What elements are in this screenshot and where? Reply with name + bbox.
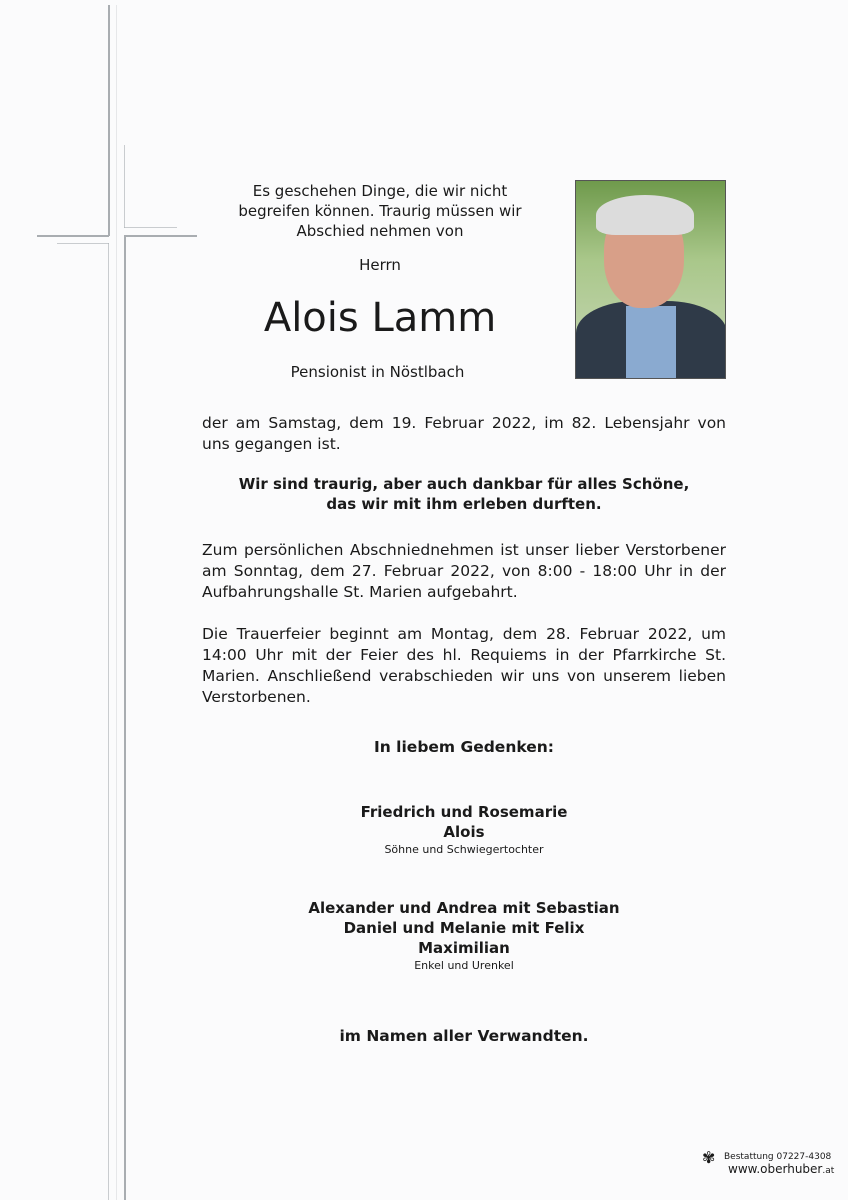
- funeral-home-footer: ✾ Bestattung 07227-4308 www.oberhuber.at: [702, 1148, 835, 1176]
- funeral-home-logo-icon: ✾: [702, 1148, 716, 1167]
- deceased-name: Alois Lamm: [263, 295, 497, 341]
- ceremony-info: Die Trauerfeier beginnt am Montag, dem 28. Februar 2022, um 14:00 Uhr mit der Feier des hl. Requiems in der Pfarrkirche St. Marien. Anschließend verabschieden wir uns von unserem lieben Verstorbenen.: [202, 625, 726, 706]
- family-group-2: Alexander und Andrea mit Sebastian Daniel und Melanie mit Felix Maximilian Enkel und Urenkel: [308, 899, 620, 972]
- intro-text: Es geschehen Dinge, die wir nicht begreifen können. Traurig müssen wir Abschied nehmen von: [238, 182, 522, 240]
- family-group-1: Friedrich und Rosemarie Alois Söhne und Schwiegertochter: [360, 803, 568, 856]
- thanks-text: Wir sind traurig, aber auch dankbar für alles Schöne, das wir mit ihm erleben durften.: [238, 475, 690, 513]
- occupation: Pensionist in Nöstlbach: [290, 363, 465, 381]
- remembrance-heading: In liebem Gedenken:: [373, 738, 554, 756]
- salutation: Herrn: [359, 256, 401, 274]
- viewing-info: Zum persönlichen Abschniednehmen ist unser lieber Verstorbener am Sonntag, dem 27. Februar 2022, von 8:00 - 18:00 Uhr in der Aufbahrungshalle St. Marien aufgebahrt.: [202, 541, 726, 601]
- death-notice: der am Samstag, dem 19. Februar 2022, im 82. Lebensjahr von uns gegangen ist.: [202, 414, 726, 453]
- closing-text: im Namen aller Verwandten.: [339, 1027, 589, 1045]
- portrait-photo: [575, 180, 726, 379]
